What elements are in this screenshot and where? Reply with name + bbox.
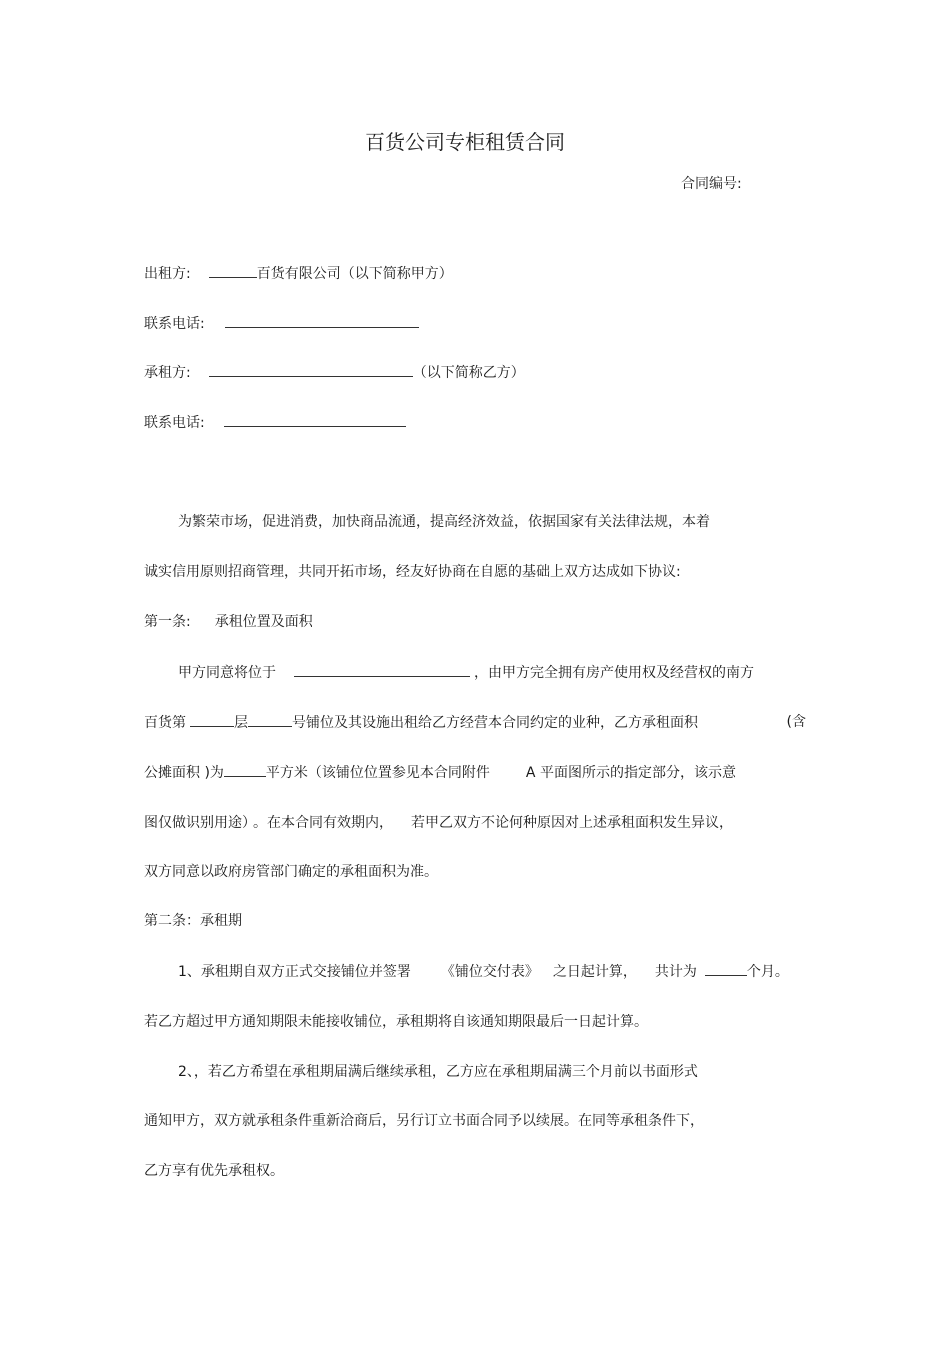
article2-p1-line-2: 若乙方超过甲方通知期限未能接收铺位，承租期将自该通知期限最后一日起计算。: [144, 1014, 648, 1030]
phone1-line: [144, 313, 419, 334]
article1-title: 承租位置及面积: [214, 614, 313, 630]
phone1-label: 联系电话:: [144, 316, 205, 332]
contract-number-label: 合同编号:: [681, 176, 742, 192]
phone2-blank[interactable]: [224, 412, 406, 427]
shop-number-blank[interactable]: [248, 712, 292, 727]
article1-number: 第一条:: [144, 614, 191, 630]
article2-heading: 第二条：承租期: [144, 913, 242, 929]
lessor-line: [144, 263, 453, 284]
text-segment: 公摊面积 )为: [144, 765, 224, 781]
article1-line-1: [178, 662, 754, 683]
phone1-blank[interactable]: [225, 313, 419, 328]
article1-line-4: [144, 813, 733, 833]
text-segment: 甲方同意将位于: [178, 665, 276, 681]
article2-p2-line-1: 2、，若乙方希望在承租期届满后继续承租，乙方应在承租期届满三个月前以书面形式: [178, 1064, 698, 1080]
lessee-name-blank[interactable]: [209, 362, 413, 377]
text-segment: 1、承租期自双方正式交接铺位并签署: [178, 964, 411, 980]
months-blank[interactable]: [705, 961, 747, 976]
lessor-label: 出租方:: [144, 266, 191, 282]
text-segment: 层: [234, 715, 248, 731]
document-title: 百货公司专柜租赁合同: [365, 130, 565, 154]
text-segment: 图仅做识别用途）: [144, 815, 249, 831]
intro-line-1: 为繁荣市场，促进消费，加快商品流通，提高经济效益，依据国家有关法律法规，本着: [178, 514, 710, 530]
lessee-suffix: （以下简称乙方）: [412, 365, 525, 381]
article2-p2-line-2: 通知甲方，双方就承租条件重新洽商后，另行订立书面合同予以续展。在同等承租条件下，: [144, 1113, 704, 1129]
text-segment: 若甲乙双方不论何种原因对上述承租面积发生异议，: [411, 815, 733, 831]
article1-heading: [144, 612, 313, 632]
article1-line-2: [144, 712, 806, 733]
article2-p2-line-3: 乙方享有优先承租权。: [144, 1163, 284, 1179]
text-segment: 个月。: [746, 964, 789, 980]
text-segment: A 平面图所示的指定部分，该示意: [525, 765, 736, 781]
phone2-label: 联系电话:: [144, 415, 205, 431]
text-segment: 。在本合同有效期内，: [253, 815, 393, 831]
text-segment: 百货第: [144, 715, 186, 731]
text-segment: (含: [786, 714, 806, 730]
text-segment: 之日起计算，: [552, 964, 637, 980]
text-segment: ，由甲方完全拥有房产使用权及经营权的南方: [474, 665, 754, 681]
lessor-name-blank[interactable]: [209, 263, 257, 278]
lessee-label: 承租方:: [144, 365, 191, 381]
area-blank[interactable]: [224, 762, 266, 777]
article2-p1-line-1: [178, 961, 789, 982]
article1-line-5: 双方同意以政府房管部门确定的承租面积为准。: [144, 864, 438, 880]
lessor-suffix: 百货有限公司（以下简称甲方）: [256, 266, 453, 282]
floor-blank[interactable]: [190, 712, 234, 727]
text-segment: 共计为: [654, 964, 697, 980]
article1-line-3: [144, 762, 736, 783]
intro-line-2: 诚实信用原则招商管理，共同开拓市场，经友好协商在自愿的基础上双方达成如下协议:: [144, 564, 681, 580]
text-segment: 《铺位交付表》: [440, 964, 539, 980]
phone2-line: [144, 412, 406, 433]
text-segment: 号铺位及其设施出租给乙方经营本合同约定的业种，乙方承租面积: [292, 715, 698, 731]
location-blank[interactable]: [294, 662, 470, 677]
text-segment: 平方米（该铺位位置参见本合同附件: [265, 765, 490, 781]
lessee-line: [144, 362, 525, 383]
